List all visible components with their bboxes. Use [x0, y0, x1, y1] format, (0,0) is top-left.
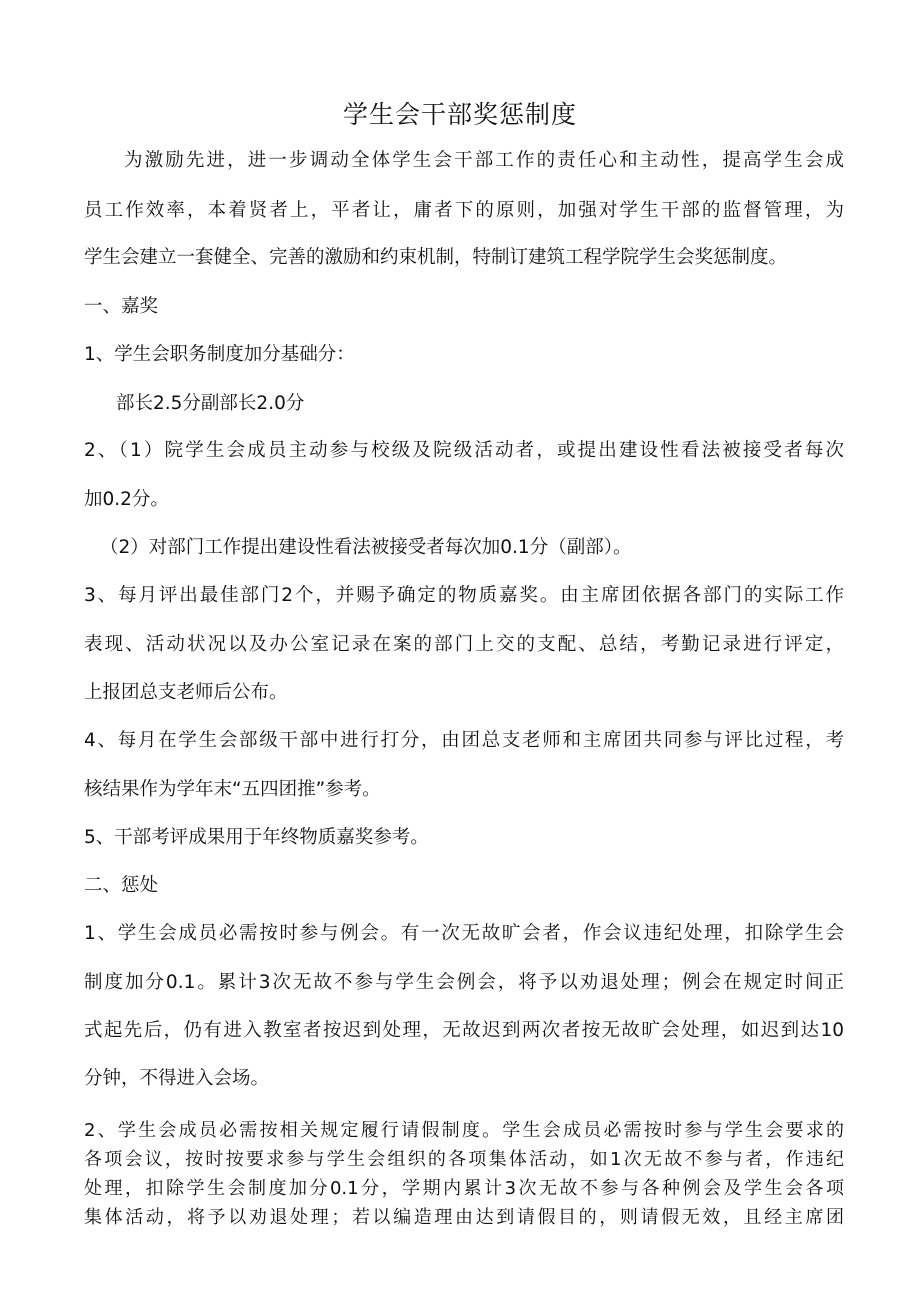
intro-line-1: 为激励先进，进一步调动全体学生会干部工作的责任心和主动性，提高学生会成 — [124, 150, 844, 171]
reward-3-line-3: 上报团总支老师后公布。 — [84, 682, 288, 703]
penalty-1-line-1: 1、学生会成员必需按时参与例会。有一次无故旷会者，作会议违纪处理，扣除学生会 — [84, 923, 844, 944]
reward-3-line-2: 表现、活动状况以及办公室记录在案的部门上交的支配、总结，考勤记录进行评定， — [84, 634, 844, 655]
penalty-2-line-1: 2、学生会成员必需按相关规定履行请假制度。学生会成员必需按时参与学生会要求的 — [84, 1120, 844, 1141]
document-title: 学生会干部奖惩制度 — [342, 100, 577, 129]
section-heading-rewards: 一、嘉奖 — [84, 296, 159, 317]
reward-2-line-1: 2、（1）院学生会成员主动参与校级及院级活动者，或提出建设性看法被接受者每次 — [84, 440, 844, 461]
reward-5-line-1: 5、干部考评成果用于年终物质嘉奖参考。 — [84, 827, 429, 848]
reward-1-line-2: 部长2.5分副部长2.0分 — [116, 393, 305, 414]
reward-4-line-2: 核结果作为学年末“五四团推”参考。 — [84, 779, 381, 800]
penalty-2-line-3: 处理，扣除学生会制度加分0.1分，学期内累计3次无故不参与各种例会及学生会各项 — [84, 1178, 844, 1199]
intro-line-3: 学生会建立一套健全、完善的激励和约束机制，特制订建筑工程学院学生会奖惩制度。 — [84, 247, 788, 268]
reward-4-line-1: 4、每月在学生会部级干部中进行打分，由团总支老师和主席团共同参与评比过程，考 — [84, 730, 844, 751]
penalty-2-line-2: 各项会议，按时按要求参与学生会组织的各项集体活动，如1次无故不参与者，作违纪 — [84, 1149, 844, 1170]
section-heading-penalties: 二、惩处 — [84, 875, 159, 896]
penalty-1-line-4: 分钟，不得进入会场。 — [84, 1068, 270, 1089]
penalty-2-line-4: 集体活动，将予以劝退处理；若以编造理由达到请假目的，则请假无效，且经主席团 — [84, 1207, 844, 1228]
penalty-1-line-2: 制度加分0.1。累计3次无故不参与学生会例会，将予以劝退处理；例会在规定时间正 — [84, 972, 844, 993]
reward-3-line-1: 3、每月评出最佳部门2个，并赐予确定的物质嘉奖。由主席团依据各部门的实际工作 — [84, 585, 844, 606]
penalty-1-line-3: 式起先后，仍有进入教室者按迟到处理，无故迟到两次者按无故旷会处理，如迟到达10 — [84, 1020, 844, 1041]
reward-1-line-1: 1、学生会职务制度加分基础分： — [84, 344, 355, 365]
intro-line-2: 员工作效率，本着贤者上，平者让，庸者下的原则，加强对学生干部的监督管理，为 — [84, 200, 844, 221]
reward-2-line-3: （2）对部门工作提出建设性看法被接受者每次加0.1分（副部）。 — [100, 537, 632, 558]
reward-2-line-2: 加0.2分。 — [84, 489, 169, 510]
